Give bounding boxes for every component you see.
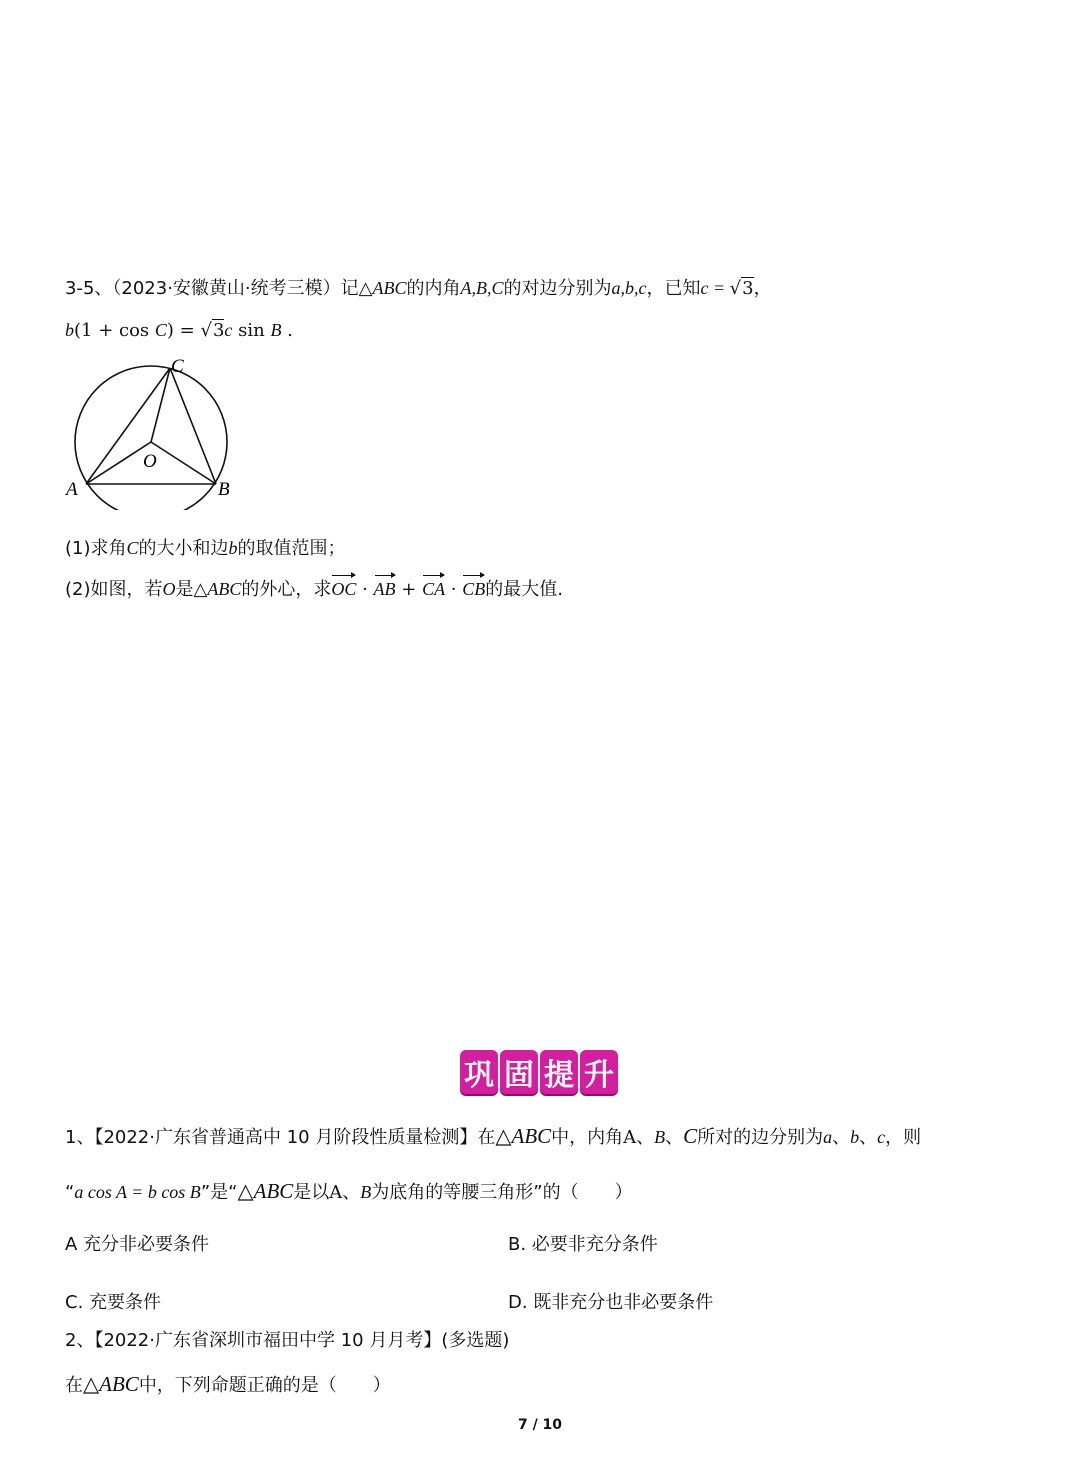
triangle-abc: △ABC (358, 278, 407, 298)
option-c[interactable]: C. 充要条件 (65, 1292, 162, 1313)
text: 记 (340, 278, 359, 299)
triangle-abc: △ABC (83, 1372, 139, 1396)
label-a: A (66, 479, 78, 500)
text: 中，内角 (551, 1127, 624, 1148)
text: (1 + cos (74, 320, 155, 341)
text: 的内角 (406, 278, 461, 299)
question-number: (1) (65, 538, 91, 559)
segment-oa (86, 442, 151, 484)
vector-ca: CA (422, 574, 445, 598)
var-a: A (329, 1182, 343, 1203)
vector-ab: AB (374, 574, 396, 598)
separator: 、 (636, 1127, 655, 1148)
triangle-abc: △ABC (495, 1124, 552, 1148)
problem-number: 3-5、 (65, 278, 113, 299)
triangle-abc: △ABC (193, 579, 242, 599)
circle (75, 366, 227, 510)
separator: 、 (832, 1127, 851, 1148)
sqrt-value: 3 (212, 320, 225, 341)
quote: “ (65, 1182, 75, 1203)
separator: 、 (665, 1127, 684, 1148)
sides: a,b,c (611, 278, 647, 298)
var-b-upper: B (270, 320, 282, 340)
var-b: b (65, 320, 74, 340)
problem-source: （2023·安徽黄山·统考三模） (112, 278, 341, 299)
var-a-lower: a (823, 1127, 833, 1147)
dot-operator: · (356, 579, 374, 600)
separator: 、 (342, 1182, 361, 1203)
text: 是“ (210, 1182, 238, 1203)
quote: ” (200, 1182, 211, 1203)
text: 是 (175, 579, 194, 600)
text: 在 (477, 1127, 496, 1148)
option-b[interactable]: B. 必要非充分条件 (508, 1234, 658, 1255)
var-o: O (162, 579, 176, 599)
condition-formula: a cos A = b cos B (74, 1182, 201, 1202)
question-2 (65, 574, 563, 599)
plus-operator: + (395, 579, 423, 600)
side-ac (86, 368, 170, 484)
exercise-source: 【2022·广东省普通高中 10 月阶段性质量检测】 (94, 1127, 478, 1148)
text: . (281, 320, 293, 341)
circumcircle-figure (60, 350, 260, 510)
exercise-2-header (65, 1332, 509, 1350)
text: 的大小和边 (138, 538, 229, 559)
multi-select-tag: (多选题) (441, 1330, 510, 1351)
var-b: B (360, 1182, 372, 1202)
var-c: C (154, 320, 167, 340)
text: ，已知 (646, 278, 701, 299)
text: 是以 (293, 1182, 330, 1203)
text: ， (753, 278, 772, 299)
banner-char: 提 (540, 1050, 578, 1094)
label-o: O (143, 451, 157, 472)
question-number: (2) (65, 579, 91, 600)
var-c-lower: c (224, 320, 233, 340)
option-a[interactable]: A 充分非必要条件 (65, 1234, 210, 1255)
var-b-lower: b (850, 1127, 860, 1147)
exercise-1-statement (65, 1126, 921, 1147)
var-c: C (126, 538, 139, 558)
exercise-source: 【2022·广东省深圳市福田中学 10 月月考】 (94, 1330, 442, 1351)
given-equation: b(1 + cos C) = √3c sin B . (65, 320, 293, 341)
banner-char: 巩 (460, 1050, 498, 1094)
segment-oc (151, 368, 170, 442)
exercise-1-condition (65, 1181, 633, 1202)
var-a: A (623, 1127, 637, 1148)
exercise-number: 1、 (65, 1127, 95, 1148)
var-c: C (683, 1124, 698, 1148)
text: ，则 (885, 1127, 922, 1148)
angles: A,B,C (460, 278, 504, 298)
text: 的对边分别为 (503, 278, 612, 299)
text: 求角 (90, 538, 127, 559)
text: 为底角的等腰三角形”的（ ） (371, 1182, 633, 1203)
section-banner (460, 1050, 620, 1096)
text: 的外心，求 (241, 579, 332, 600)
text: 所对的边分别为 (697, 1127, 824, 1148)
separator: 、 (859, 1127, 878, 1148)
sqrt-value: 3 (742, 278, 754, 299)
option-d[interactable]: D. 既非充分也非必要条件 (508, 1292, 714, 1313)
banner-char: 升 (580, 1050, 618, 1094)
label-c: C (171, 356, 184, 377)
segment-ob (151, 442, 216, 484)
problem-3-5-statement: 3-5、（2023·安徽黄山·统考三模）记△ABC的内角A,B,C的对边分别为a,b,c，已知c = √3， (65, 278, 772, 299)
text: 的最大值. (485, 579, 563, 600)
text: 如图，若 (90, 579, 163, 600)
text: ) = (166, 320, 201, 341)
vector-cb: CB (462, 574, 485, 598)
text: 中，下列命题正确的是（ ） (138, 1375, 391, 1396)
side-bc (170, 368, 216, 484)
text: sin (232, 320, 271, 341)
question-1 (65, 539, 346, 558)
var-b: b (228, 538, 238, 558)
vector-oc: OC (331, 574, 356, 598)
label-b: B (218, 479, 230, 500)
var-b: B (654, 1127, 666, 1147)
triangle-abc: △ABC (237, 1179, 294, 1203)
dot-operator: · (445, 579, 463, 600)
c-equals: c = (700, 278, 730, 298)
page-number: 7 / 10 (517, 1417, 563, 1433)
exercise-number: 2、 (65, 1330, 95, 1351)
text: 在 (65, 1375, 83, 1396)
var-c-lower: c (877, 1127, 886, 1147)
exercise-2-statement (65, 1374, 391, 1395)
text: 的取值范围； (237, 538, 346, 559)
banner-char: 固 (500, 1050, 538, 1094)
